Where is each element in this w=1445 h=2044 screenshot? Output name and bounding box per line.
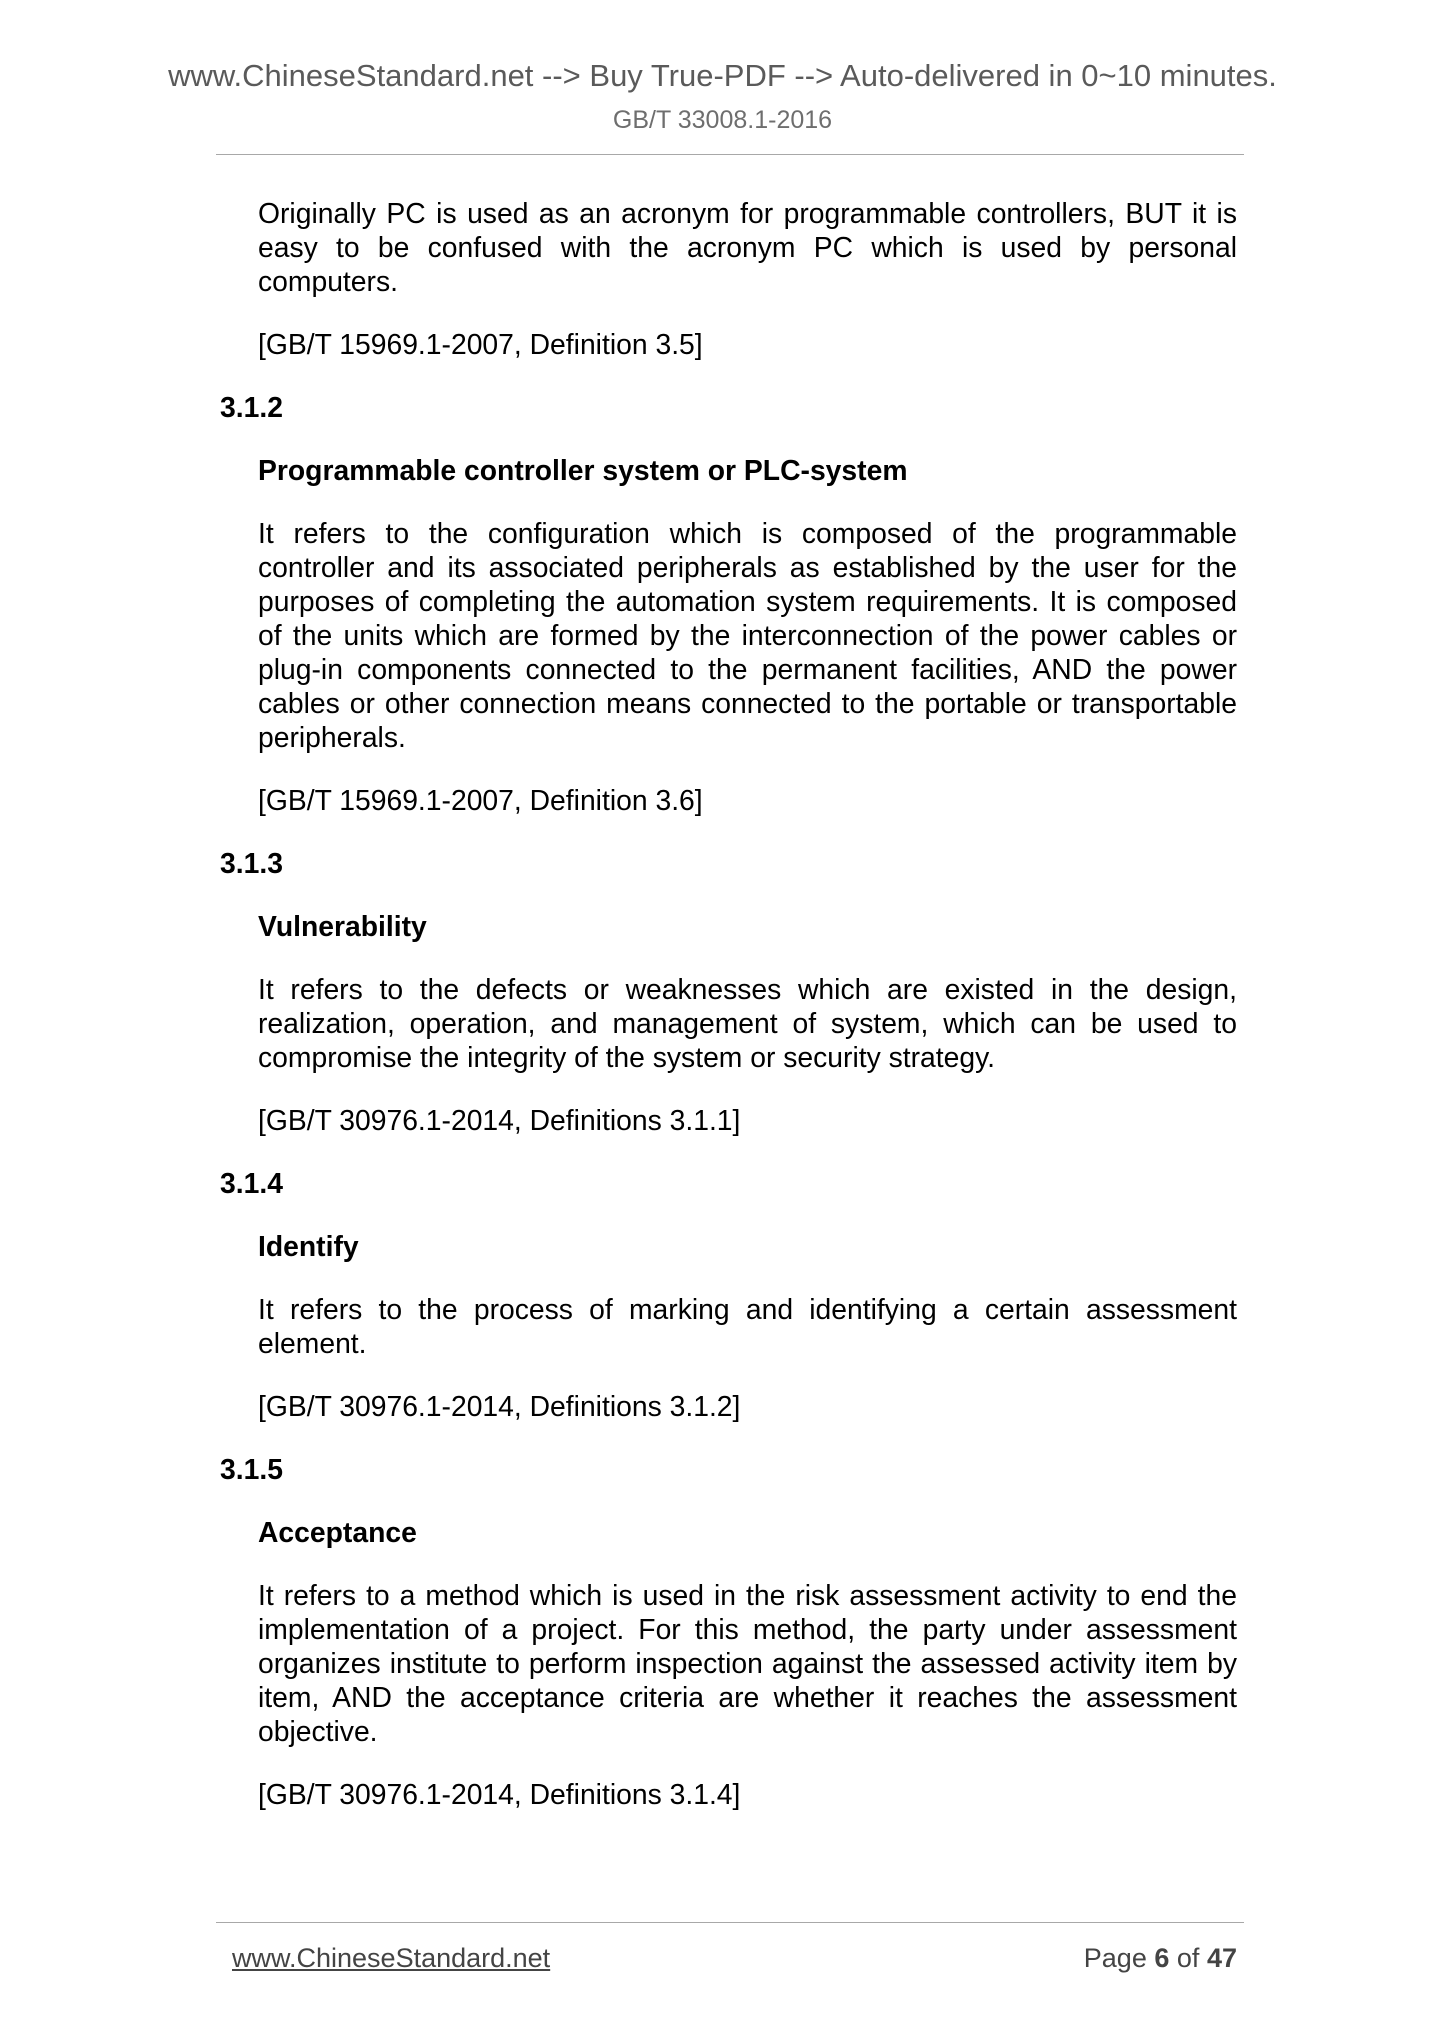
term-definition: It refers to the process of marking and identifying a certain assessment element.	[258, 1293, 1237, 1359]
term-definition: It refers to the defects or weaknesses which are existed in the design, realization, operation, and management of system, which can be used to compromise the integrity of the system or security strategy.	[258, 973, 1237, 1073]
footer-divider	[216, 1922, 1244, 1923]
standard-id: GB/T 33008.1-2016	[612, 106, 833, 134]
term-reference: [GB/T 15969.1-2007, Definition 3.6]	[258, 784, 703, 816]
intro-note: Originally PC is used as an acronym for programmable controllers, BUT it is easy to be confused with the acronym PC which is used by personal computers.	[258, 197, 1237, 297]
intro-reference: [GB/T 15969.1-2007, Definition 3.5]	[258, 328, 703, 360]
term-reference: [GB/T 30976.1-2014, Definitions 3.1.2]	[258, 1390, 741, 1422]
footer-site-link[interactable]: www.ChineseStandard.net	[232, 1943, 551, 1973]
term-definition: It refers to a method which is used in the risk assessment activity to end the implementation of a project. For this method, the party under assessment organizes institute to perform inspection against the assessed activity item by item, AND the acceptance criteria are whether it reaches the assessment objective.	[258, 1579, 1237, 1747]
term-name: Programmable controller system or PLC-system	[258, 454, 908, 486]
term-number: 3.1.4	[220, 1167, 283, 1199]
term-number: 3.1.5	[220, 1453, 283, 1485]
page-of: of	[1176, 1943, 1200, 1973]
term-definition: It refers to the configuration which is composed of the programmable controller and its associated peripherals as established by the user for the purposes of completing the automation system requirements. It is composed of the units which are formed by the interconnection of the power cables or plug-in components connected to the permanent facilities, AND the power cables or other connection means connected to the portable or transportable peripherals.	[258, 517, 1237, 753]
term-name: Vulnerability	[258, 910, 427, 942]
term-reference: [GB/T 30976.1-2014, Definitions 3.1.4]	[258, 1778, 741, 1810]
page-label: Page	[1083, 1943, 1147, 1973]
page-current: 6	[1154, 1943, 1170, 1973]
term-name: Identify	[258, 1230, 359, 1262]
term-number: 3.1.2	[220, 391, 283, 423]
header-divider	[216, 154, 1244, 155]
page-indicator	[1084, 1943, 1237, 1974]
term-reference: [GB/T 30976.1-2014, Definitions 3.1.1]	[258, 1104, 741, 1136]
page-total: 47	[1206, 1943, 1237, 1973]
term-number: 3.1.3	[220, 847, 283, 879]
term-name: Acceptance	[258, 1516, 417, 1548]
header-banner: www.ChineseStandard.net --> Buy True-PDF --> Auto-delivered in 0~10 minutes.	[168, 58, 1277, 93]
document-body	[220, 196, 1237, 1811]
